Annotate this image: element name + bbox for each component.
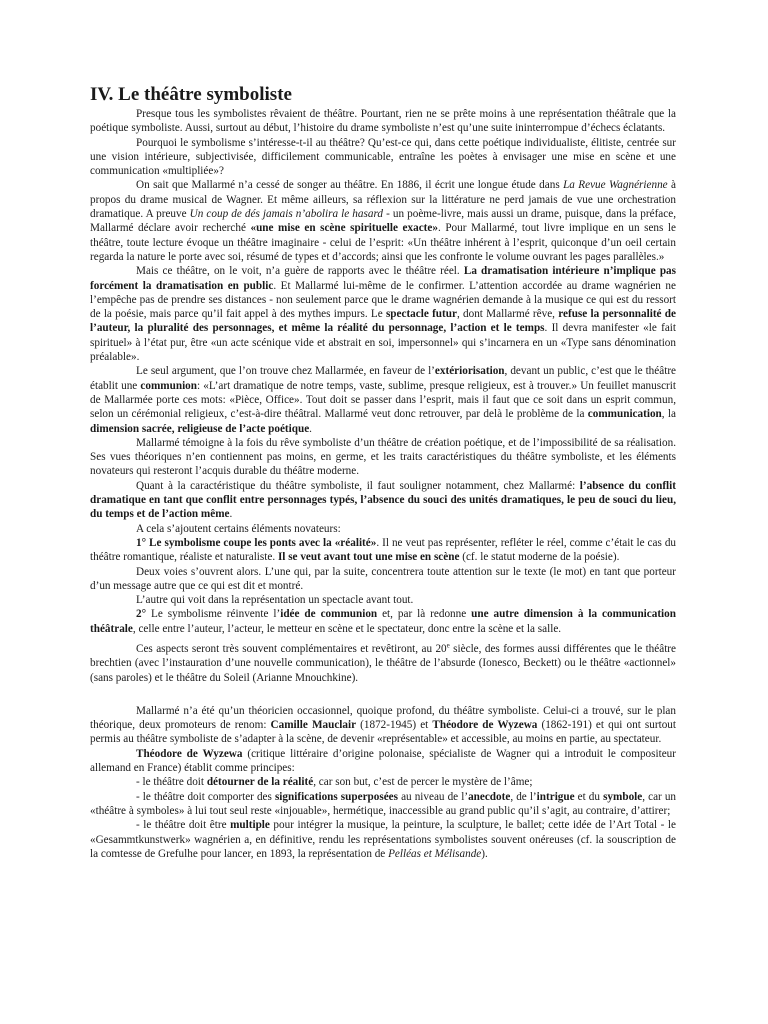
text-run: multiple <box>230 819 270 832</box>
text-run: refuse la personnalité de l’auteur, la pluralité des personnages, et même la réalité du personnage, l’action et le temps <box>90 308 676 335</box>
text-run: Théodore de Wyzewa <box>136 747 243 760</box>
text-run: : «L’art dramatique de notre temps, vaste, sublime, presque religieux, est à trouver.» Un feuillet manuscrit de Mallarmée porte ces mots: «Pièce, Office». Tout doit se passer dans l’esprit, mais il faut que ce soit dans un esprit commun, selon un cérémonial religieux, c’est-à-dire théâtral. Mallarmé veut donc retrouver, par delà le problème de la <box>90 379 676 421</box>
text-run: Presque tous les symbolistes rêvaient de théâtre. Pourtant, rien ne se prête moins à une représentation théâtrale que la poétique symboliste. Aussi, surtout au début, l’histoire du drame symboliste n’est qu’une suite ininterrompue d’échecs éclatants. <box>90 108 676 135</box>
text-run: - un poème-livre, mais aussi un drame, puisque, dans la préface, Mallarmé déclare avoir recherché <box>90 208 676 235</box>
text-run: Théodore de Wyzewa <box>432 719 538 732</box>
text-run: Pourquoi le symbolisme s’intéresse-t-il au théâtre? Qu’est-ce qui, dans cette poétique individualiste, élitiste, centrée sur une vision intérieure, subjectivisée, difficilement communicable, entraîne les poètes à envisager une mise en scène et une communication «multipliée»? <box>90 136 676 178</box>
text-run: (1872-1945) et <box>356 719 433 732</box>
text-run: . Et Mallarmé lui-même de le confirmer. L’attention accordée au drame wagnérien ne l’empêche pas de prendre ses distances - non seulement parce que le drame wagnérien demande à la musique ce qui est du ressort de la poésie, mais parce qu’il fait appel à des mythes impurs. Le <box>90 279 676 321</box>
text-run: détourner de la réalité <box>206 776 314 789</box>
text-run: Un coup de dés jamais n’abolira le hasard <box>189 208 383 221</box>
paragraph-p15 <box>90 747 676 776</box>
text-run: Mais ce théâtre, on le voit, n’a guère de rapports avec le théâtre réel. <box>136 265 464 278</box>
paragraph-p6 <box>90 436 676 479</box>
paragraph-list <box>90 107 676 861</box>
text-run: Ces aspects seront très souvent complémentaires et revêtiront, au 20 <box>136 642 447 655</box>
text-run: , celle entre l’auteur, l’acteur, le metteur en scène et le spectateur, donc entre la scène et la salle. <box>132 622 562 635</box>
paragraph-p1 <box>90 107 676 136</box>
text-run: On sait que Mallarmé n’a cessé de songer au théâtre. En 1886, il écrit une longue étude dans <box>136 179 564 192</box>
text-run: , dont Mallarmé rêve, <box>456 308 559 321</box>
text-run: , car un «théâtre à symboles» à lui tout seul reste «injouable», hermétique, inaccessible au grand public qu’il s’agit, au contraire, d’attirer; <box>90 790 677 817</box>
text-run: pour intégrer la musique, la peinture, la sculpture, le ballet; cette idée de l’Art Total - le «Gesammtkunstwerk» wagnérien a, en définitive, rendu les représentations symbolistes souvent onéreuses (cf. la souscription de la comtesse de Grefulhe pour lancer, en 1893, la représentation de <box>90 819 676 860</box>
text-run: Mallarmé témoigne à la fois du rêve symboliste d’un théâtre de création poétique, et de l’impossibilité de sa réalisation. Ses vues théoriques n’en contiennent pas moins, en germe, et les traits caractéristiques du théâtre symboliste, et les éléments novateurs qui resteront l’acquis durable du théâtre moderne. <box>90 436 676 478</box>
text-run: spectacle futur <box>385 308 457 321</box>
text-run: La Revue Wagnérienne <box>563 179 668 192</box>
text-run: à propos du drame musical de Wagner. Et même ailleurs, sa réflexion sur la littérature ne perd jamais de vue une orchestration dramatique. A preuve <box>90 179 677 221</box>
text-run: Camille Mauclair <box>270 719 357 732</box>
text-run: «une mise en scène spirituelle exacte» <box>250 222 438 235</box>
text-run: Deux voies s’ouvrent alors. L’une qui, par la suite, concentrera toute attention sur le texte (le mot) en tant que porteur d’un message autre que ce qui est dit et montré. <box>90 565 676 592</box>
text-run: significations superposées <box>274 790 398 803</box>
text-run: La dramatisation intérieure n’implique pas forcément la dramatisation en public <box>90 265 676 292</box>
paragraph-p5 <box>90 364 676 435</box>
text-run: communication <box>587 408 662 421</box>
text-run: . <box>309 422 312 435</box>
paragraph-p14 <box>90 704 676 747</box>
paragraph-p12 <box>90 607 676 636</box>
paragraph-p10 <box>90 565 676 594</box>
text-run: Mallarmé n’a été qu’un théoricien occasionnel, quoique profond, du théâtre symboliste. Celui-ci a trouvé, sur le plan théorique, deux promoteurs de renom: <box>90 704 676 732</box>
text-run: au niveau de l’ <box>398 790 469 803</box>
text-run: L’autre qui voit dans la représentation un spectacle avant tout. <box>136 594 414 607</box>
paragraph-p8 <box>90 522 676 536</box>
text-run: symbole <box>603 790 643 803</box>
text-run: dimension sacrée, religieuse de l’acte poétique <box>90 422 310 435</box>
paragraph-p17 <box>90 790 676 819</box>
text-run: . Il ne veut pas représenter, refléter le réel, comme c’était le cas du théâtre romantique, réaliste et naturaliste. <box>90 536 677 564</box>
paragraph-p9 <box>90 536 676 565</box>
text-run: , car son but, c’est de percer le mystère de l’âme; <box>313 776 533 789</box>
text-run: idée de communion <box>280 608 378 621</box>
text-run: siècle, des formes aussi différentes que le théâtre brechtien (avec l’instauration d’une nouvelle communication), le théâtre de l’absurde (Ionesco, Beckett) ou le théâtre «actionnel» (sans paroles) et le théâtre du Soleil (Arianne Mnouchkine). <box>90 642 677 684</box>
text-run: 2° <box>136 608 147 621</box>
text-run: (cf. le statut moderne de la poésie). <box>459 551 620 564</box>
paragraph-p3 <box>90 178 676 264</box>
section-title: IV. Le théâtre symboliste <box>90 84 292 105</box>
text-run: Quant à la caractéristique du théâtre symboliste, il faut souligner notamment, chez Mallarmé: <box>136 479 580 492</box>
paragraph-p13 <box>90 642 676 685</box>
paragraph-p2 <box>90 136 676 179</box>
text-run: une autre dimension à la communication théâtrale <box>90 608 676 635</box>
text-run: et du <box>574 790 604 803</box>
text-run: (1862-191) et qui ont surtout permis au théâtre symboliste de s’adapter à la scène, de devenir «représentable» et accessible, au moins en partie, au spectateur. <box>90 719 676 746</box>
text-run: e <box>446 641 450 650</box>
text-run: . <box>229 508 233 521</box>
text-run: . Pour Mallarmé, tout livre implique en un sens le théâtre, toute lecture évoque un théâtre imaginaire - celui de l’esprit: «Un théâtre inhérent à l’esprit, quiconque d’un oeil certain regarda la nature le porte avec soi, résumé de types et d’accords; ainsi que les confronte le volume ouvrant les pages parallèles.» <box>90 222 677 263</box>
text-run: A cela s’ajoutent certains éléments novateurs: <box>136 522 341 535</box>
text-run: . Il devra manifester «le fait spirituel» à l’état pur, être «un acte scénique vide et abstrait en soi, impersonnel» qui s’incarnera en un «Type sans dénomination préalable». <box>90 322 677 364</box>
paragraph-p7 <box>90 479 676 522</box>
text-run: - le théâtre doit comporter des <box>136 790 275 803</box>
text-run: - le théâtre doit être <box>136 819 231 832</box>
text-run: ). <box>481 847 488 860</box>
text-run: (critique littéraire d’origine polonaise, spécialiste de Wagner qui a introduit le compositeur allemand en France) établit comme principes: <box>90 747 676 775</box>
text-run: extériorisation <box>434 365 505 378</box>
document-body <box>90 84 676 861</box>
paragraph-p4 <box>90 264 676 364</box>
text-run: , la <box>661 408 676 421</box>
text-run: - le théâtre doit <box>136 776 207 789</box>
text-run: et, par là redonne <box>377 608 472 621</box>
text-run: intrigue <box>536 790 575 803</box>
text-run: Le seul argument, que l’on trouve chez Mallarmée, en faveur de l’ <box>136 365 435 378</box>
text-run: Il se veut avant tout une mise en scène <box>277 551 460 564</box>
text-run: Pelléas et Mélisande <box>388 847 482 860</box>
text-run: , devant un public, c’est que le théâtre établit une <box>90 365 677 392</box>
text-run: anecdote <box>468 790 511 803</box>
text-run: , de l’ <box>510 790 537 803</box>
paragraph-p11 <box>90 593 676 607</box>
text-run: communion <box>140 379 197 392</box>
paragraph-p16 <box>90 775 676 789</box>
text-run: 1° Le symbolisme coupe les ponts avec la «réalité» <box>136 536 377 549</box>
text-run: l’absence du conflit dramatique en tant que conflit entre personnages typés, l’absence du souci des unités dramatiques, le peu de souci du lieu, du temps et de l’action même <box>90 479 676 521</box>
paragraph-p18 <box>90 818 676 861</box>
text-run: Le symbolisme réinvente l’ <box>146 608 281 621</box>
